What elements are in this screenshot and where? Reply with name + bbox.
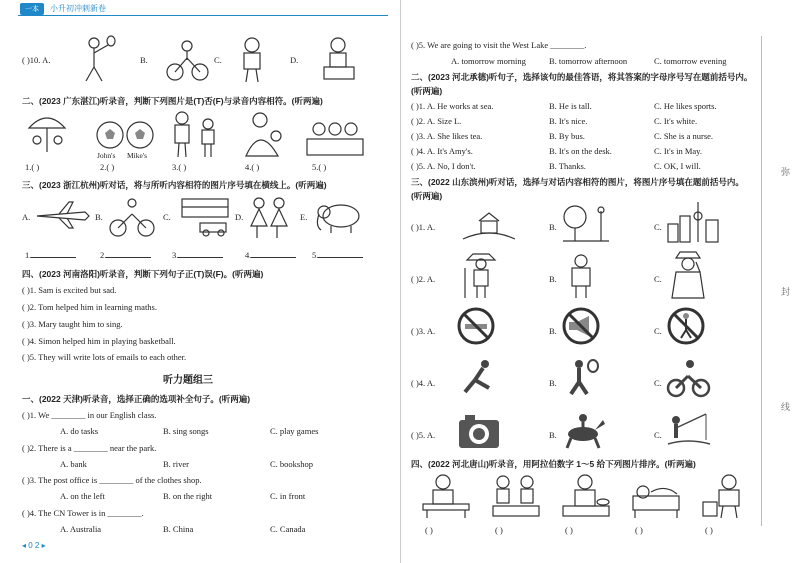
farmhouse-icon xyxy=(461,205,516,243)
sec5-q2-c: C. bookshop xyxy=(270,459,313,469)
r-sec3-row3-b: B. xyxy=(549,326,557,336)
sec5-title: 一、(2022 天津)听录音，选择正确的选项补全句子。(听两遍) xyxy=(22,394,251,404)
sec3-letter-c: C. xyxy=(163,212,171,222)
sec4-item-5: ( )5. They will write lots of emails to each other. xyxy=(22,352,187,362)
r-sec4-blank-5: ( ) xyxy=(705,525,713,535)
boy-in-room-icon xyxy=(699,472,754,520)
r-sec3-row1-c: C. xyxy=(654,222,662,232)
r-sec4-blank-1: ( ) xyxy=(425,525,433,535)
kids-playing-icon xyxy=(489,472,544,520)
r-sec2-r2b: B. It's nice. xyxy=(549,116,588,126)
r-sec2-r3c: C. She is a nurse. xyxy=(654,131,714,141)
sec4-item-3: ( )3. Mary taught him to sing. xyxy=(22,319,123,329)
q10-label: ( )10. A. xyxy=(22,55,51,65)
r-sec2-r1b: B. He is tall. xyxy=(549,101,592,111)
header-badge: 一本 xyxy=(20,3,44,15)
sec5-q1-c: C. play games xyxy=(270,426,319,436)
bike-rider-icon xyxy=(108,198,156,238)
r-sec3-row5-c: C. xyxy=(654,430,662,440)
sec5-q1-a: A. do tasks xyxy=(60,426,99,436)
r-sec3-row5: ( )5. A. xyxy=(411,430,436,440)
sec4-item-1: ( )1. Sam is excited but sad. xyxy=(22,285,117,295)
sec5-q2-b: B. river xyxy=(163,459,189,469)
two-people-icon xyxy=(168,110,223,160)
r-sec3-sub: (听两遍) xyxy=(411,191,443,201)
cyclist-icon xyxy=(165,38,210,83)
group-title: 听力题组三 xyxy=(163,375,213,386)
city-skyline-icon xyxy=(666,200,721,245)
cooking-icon xyxy=(559,472,614,520)
sec4-item-2: ( )2. Tom helped him in learning maths. xyxy=(22,302,157,312)
q10-d: D. xyxy=(290,55,299,65)
r-sec3-row4-c: C. xyxy=(654,378,662,388)
horse-riding-icon xyxy=(561,410,606,450)
r-sec3-row3: ( )3. A. xyxy=(411,326,436,336)
r-sec2-r5b: B. Thanks. xyxy=(549,161,586,171)
sec3-letter-a: A. xyxy=(22,212,31,222)
r-sec3-row3-c: C. xyxy=(654,326,662,336)
right-page xyxy=(400,0,800,563)
sec5-q3-b: B. on the right xyxy=(163,491,213,501)
two-girls-icon xyxy=(247,196,292,240)
camera-icon xyxy=(457,412,502,450)
seal-word-1: 弥 xyxy=(781,167,791,177)
r-sec4-title: 四、(2022 河北唐山)听录音，用阿拉伯数字 1～5 给下列图片排序。(听两遍) xyxy=(411,459,696,469)
q5-text: ( )5. We are going to visit the West Lake ________. xyxy=(411,40,587,50)
r-sec3-row5-b: B. xyxy=(549,430,557,440)
r-sec3-row1: ( )1. A. xyxy=(411,222,436,232)
q10-c: C. xyxy=(214,55,222,65)
r-sec3-row2-c: C. xyxy=(654,274,662,284)
girl-studying-icon xyxy=(419,472,474,520)
r-sec3-row4-b: B. xyxy=(549,378,557,388)
r-sec3-row4: ( )4. A. xyxy=(411,378,436,388)
sec3-blank-2: 2. xyxy=(100,250,151,260)
mother-child-icon xyxy=(238,110,293,160)
r-sec3-title: 三、(2022 山东滨州)听对话，选择与对话内容相符的图片，将图片序号填在题前括号内。 xyxy=(411,177,744,187)
sec5-q1-b: B. sing songs xyxy=(163,426,209,436)
reading-boy-icon xyxy=(318,36,363,84)
sec2-blank-5: 5.( ) xyxy=(312,162,327,172)
r-sec2-r4a: ( )4. A. It's Amy's. xyxy=(411,146,473,156)
sec5-q4: ( )4. The CN Tower is in ________. xyxy=(22,508,144,518)
header-brand: 小升初冲刺新卷 xyxy=(50,4,106,13)
soccer-ball-icon xyxy=(95,120,125,150)
sec2-blank-1: 1.( ) xyxy=(25,162,40,172)
sec2-blank-3: 3.( ) xyxy=(172,162,187,172)
no-walking-icon xyxy=(666,306,706,346)
sec3-letter-d: D. xyxy=(235,212,244,222)
page-number: ◂ 0 2 ▸ xyxy=(22,541,46,550)
sec3-blank-5: 5. xyxy=(312,250,363,260)
airplane-icon xyxy=(35,200,90,230)
sleeping-icon xyxy=(629,472,684,520)
tennis-player-icon xyxy=(78,35,118,85)
r-sec4-blank-3: ( ) xyxy=(565,525,573,535)
sec5-q1: ( )1. We ________ in our English class. xyxy=(22,410,157,420)
sec3-letter-b: B. xyxy=(95,212,103,222)
umbrella-picnic-icon xyxy=(25,110,70,155)
sec5-q3: ( )3. The post office is ________ of the clothes shop. xyxy=(22,475,202,485)
seal-word-2: 封 xyxy=(781,287,791,297)
sec5-q4-b: B. China xyxy=(163,524,194,534)
header-rule xyxy=(18,15,388,16)
sec5-q2: ( )2. There is a ________ near the park. xyxy=(22,443,157,453)
r-sec2-r3b: B. By bus. xyxy=(549,131,585,141)
sec3-blank-1: 1. xyxy=(25,250,76,260)
sec2-blank-2: 2.( ) xyxy=(100,162,115,172)
sec5-q3-a: A. on the left xyxy=(60,491,105,501)
sec3-letter-e: E. xyxy=(300,212,308,222)
police-officer-icon xyxy=(666,250,711,300)
seal-word-3: 线 xyxy=(781,402,791,412)
skating-icon xyxy=(459,358,499,398)
r-sec4-blank-4: ( ) xyxy=(635,525,643,535)
q10-b: B. xyxy=(140,55,148,65)
boy-icon xyxy=(235,36,270,84)
q5-a: A. tomorrow morning xyxy=(451,56,526,66)
family-sofa-icon xyxy=(305,115,365,160)
cycling-icon xyxy=(666,358,711,398)
r-sec2-sub: (听两遍) xyxy=(411,86,443,96)
park-tree-icon xyxy=(561,203,611,245)
q5-c: C. tomorrow evening xyxy=(654,56,727,66)
soccer-ball-icon xyxy=(125,120,155,150)
r-sec3-row1-b: B. xyxy=(549,222,557,232)
sec3-blank-3: 3. xyxy=(172,250,223,260)
worker-icon xyxy=(561,252,601,300)
sec5-q3-c: C. in front xyxy=(270,491,306,501)
sec2-title: 二、(2023 广东湛江)听录音，判断下列图片是(T)否(F)与录音内容相符。(听两遍) xyxy=(22,96,323,106)
street-car-icon xyxy=(178,195,233,237)
sec3-title: 三、(2023 浙江杭州)听对话，将与所听内容相符的图片序号填在横线上。(听两遍) xyxy=(22,180,327,190)
sec5-q4-a: A. Australia xyxy=(60,524,102,534)
sec4-item-4: ( )4. Simon helped him in playing basketball. xyxy=(22,336,176,346)
r-sec2-r1a: ( )1. A. He works at sea. xyxy=(411,101,494,111)
q5-b: B. tomorrow afternoon xyxy=(549,56,628,66)
r-sec2-r3a: ( )3. A. She likes tea. xyxy=(411,131,483,141)
sec2-blank-4: 4.( ) xyxy=(245,162,260,172)
ball-label-mike: Mike's xyxy=(127,151,148,160)
r-sec2-r1c: C. He likes sports. xyxy=(654,101,717,111)
r-sec2-r2c: C. It's white. xyxy=(654,116,698,126)
r-sec2-r5c: C. OK, I will. xyxy=(654,161,701,171)
sec5-q4-c: C. Canada xyxy=(270,524,306,534)
r-sec2-r5a: ( )5. A. No, I don't. xyxy=(411,161,476,171)
ball-label-john: John's xyxy=(97,151,116,160)
r-sec4-blank-2: ( ) xyxy=(495,525,503,535)
sec5-q2-a: A. bank xyxy=(60,459,87,469)
farmer-icon xyxy=(461,250,501,300)
r-sec2-r4b: B. It's on the desk. xyxy=(549,146,612,156)
r-sec3-row2: ( )2. A. xyxy=(411,274,436,284)
r-sec2-title: 二、(2023 河北承德)听句子，选择该句的最佳答语，将其答案的字母序号写在题前括号内。 xyxy=(411,72,753,82)
r-sec3-row2-b: B. xyxy=(549,274,557,284)
no-smoking-icon xyxy=(456,306,496,346)
no-horn-icon xyxy=(561,306,601,346)
seal-line xyxy=(761,36,762,526)
r-sec2-r2a: ( )2. A. Size L. xyxy=(411,116,462,126)
tennis-icon xyxy=(561,358,601,398)
elephant-icon xyxy=(315,200,365,235)
sec4-title: 四、(2023 河南洛阳)听录音，判断下列句子正(T)误(F)。(听两遍) xyxy=(22,269,264,279)
r-sec2-r4c: C. It's in May. xyxy=(654,146,702,156)
fishing-icon xyxy=(666,410,711,450)
sec3-blank-4: 4. xyxy=(245,250,296,260)
